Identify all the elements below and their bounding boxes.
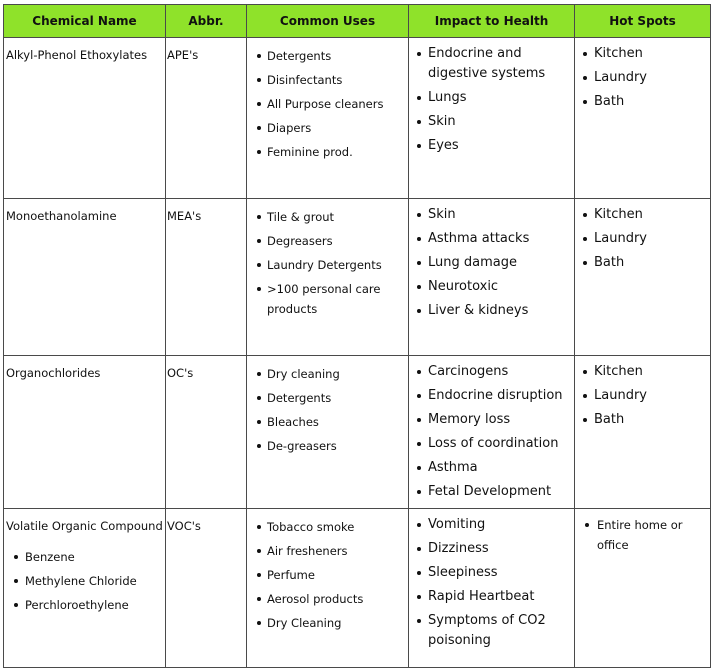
- bullet-icon: [257, 78, 261, 82]
- list-item: Detergents: [267, 388, 404, 408]
- header-abbr: Abbr.: [166, 5, 247, 38]
- list-item: Laundry: [594, 386, 706, 406]
- bullet-icon: [585, 523, 589, 527]
- bullet-icon: [257, 150, 261, 154]
- health-cell: [409, 356, 575, 509]
- bullet-icon: [14, 603, 18, 607]
- list-item: Skin: [428, 205, 570, 225]
- bullet-icon: [417, 466, 421, 470]
- list-item: Kitchen: [594, 44, 706, 64]
- health-cell: [409, 199, 575, 356]
- health-cell: [409, 38, 575, 199]
- table-row: [4, 356, 711, 509]
- bullet-icon: [417, 309, 421, 313]
- list-item: Kitchen: [594, 362, 706, 382]
- bullet-icon: [417, 418, 421, 422]
- header-hot-spots: Hot Spots: [575, 5, 711, 38]
- abbr: VOC's: [167, 519, 201, 533]
- bullet-icon: [417, 571, 421, 575]
- abbr: APE's: [167, 48, 199, 62]
- list-item: Perfume: [267, 565, 404, 585]
- list-item: Endocrine and digestive systems: [428, 44, 570, 84]
- list-item: Asthma attacks: [428, 229, 570, 249]
- list-item: Dry cleaning: [267, 364, 404, 384]
- uses-cell: [247, 356, 409, 509]
- bullet-icon: [257, 525, 261, 529]
- list-item: Liver & kidneys: [428, 301, 570, 321]
- compound-sublist: [4, 533, 165, 615]
- bullet-icon: [257, 263, 261, 267]
- bullet-icon: [257, 549, 261, 553]
- list-item: Perchloroethylene: [25, 595, 161, 615]
- list-item: Vomiting: [428, 515, 570, 535]
- list-item: Disinfectants: [267, 70, 404, 90]
- table-row: [4, 38, 711, 199]
- table-row: [4, 509, 711, 668]
- bullet-icon: [257, 573, 261, 577]
- abbr-cell: [166, 509, 247, 668]
- hot-spots-list: [575, 509, 710, 555]
- uses-list: [247, 356, 408, 456]
- uses-cell: [247, 38, 409, 199]
- list-item: Aerosol products: [267, 589, 404, 609]
- list-item: Feminine prod.: [267, 142, 404, 162]
- list-item: Fetal Development: [428, 482, 570, 502]
- list-item: Bath: [594, 253, 706, 273]
- bullet-icon: [583, 237, 587, 241]
- chemical-name-cell: [4, 509, 166, 668]
- list-item: Dry Cleaning: [267, 613, 404, 633]
- list-item: Entire home or office: [597, 515, 706, 555]
- list-item: Tile & grout: [267, 207, 404, 227]
- bullet-icon: [417, 52, 421, 56]
- hot-spots-cell: [575, 38, 711, 199]
- list-item: Neurotoxic: [428, 277, 570, 297]
- chemical-name-cell: [4, 38, 166, 199]
- bullet-icon: [257, 54, 261, 58]
- bullet-icon: [257, 215, 261, 219]
- list-item: Skin: [428, 112, 570, 132]
- list-item: Methylene Chloride: [25, 571, 161, 591]
- list-item: Eyes: [428, 136, 570, 156]
- list-item: Lungs: [428, 88, 570, 108]
- uses-cell: [247, 199, 409, 356]
- list-item: Rapid Heartbeat: [428, 587, 570, 607]
- hot-spots-cell: [575, 356, 711, 509]
- header-impact-to-health: Impact to Health: [409, 5, 575, 38]
- hot-spots-cell: [575, 199, 711, 356]
- health-list: [409, 38, 574, 156]
- bullet-icon: [583, 100, 587, 104]
- chemical-name: Monoethanolamine: [6, 209, 117, 223]
- chemical-table: [3, 4, 711, 668]
- list-item: Carcinogens: [428, 362, 570, 382]
- hot-spots-list: [575, 356, 710, 430]
- bullet-icon: [583, 213, 587, 217]
- hot-spots-list: [575, 38, 710, 112]
- list-item: Memory loss: [428, 410, 570, 430]
- list-item: Air fresheners: [267, 541, 404, 561]
- abbr-cell: [166, 199, 247, 356]
- list-item: Benzene: [25, 547, 161, 567]
- list-item: Asthma: [428, 458, 570, 478]
- list-item: Symptoms of CO2 poisoning: [428, 611, 570, 651]
- uses-list: [247, 509, 408, 633]
- list-item: Kitchen: [594, 205, 706, 225]
- uses-list: [247, 199, 408, 319]
- list-item: All Purpose cleaners: [267, 94, 404, 114]
- hot-spots-cell: [575, 509, 711, 668]
- bullet-icon: [257, 420, 261, 424]
- bullet-icon: [257, 444, 261, 448]
- health-list: [409, 356, 574, 502]
- bullet-icon: [417, 442, 421, 446]
- chemical-name: Alkyl-Phenol Ethoxylates: [6, 48, 148, 62]
- header-row: [4, 5, 711, 38]
- uses-list: [247, 38, 408, 162]
- list-item: De-greasers: [267, 436, 404, 456]
- bullet-icon: [417, 547, 421, 551]
- bullet-icon: [583, 394, 587, 398]
- bullet-icon: [14, 555, 18, 559]
- bullet-icon: [583, 370, 587, 374]
- header-common-uses: Common Uses: [247, 5, 409, 38]
- chemical-name: Organochlorides: [6, 366, 101, 380]
- chemical-name: Volatile Organic Compound: [6, 519, 163, 533]
- header-chemical-name: Chemical Name: [4, 5, 166, 38]
- list-item: Laundry Detergents: [267, 255, 404, 275]
- list-item: Dizziness: [428, 539, 570, 559]
- bullet-icon: [583, 76, 587, 80]
- bullet-icon: [417, 490, 421, 494]
- list-item: Lung damage: [428, 253, 570, 273]
- abbr-cell: [166, 356, 247, 509]
- abbr: MEA's: [167, 209, 202, 223]
- bullet-icon: [257, 396, 261, 400]
- bullet-icon: [583, 418, 587, 422]
- abbr-cell: [166, 38, 247, 199]
- bullet-icon: [417, 619, 421, 623]
- list-item: Loss of coordination: [428, 434, 570, 454]
- bullet-icon: [257, 287, 261, 291]
- list-item: Detergents: [267, 46, 404, 66]
- bullet-icon: [417, 523, 421, 527]
- bullet-icon: [417, 261, 421, 265]
- bullet-icon: [583, 261, 587, 265]
- bullet-icon: [417, 285, 421, 289]
- list-item: Laundry: [594, 68, 706, 88]
- list-item: Sleepiness: [428, 563, 570, 583]
- abbr: OC's: [167, 366, 194, 380]
- health-list: [409, 199, 574, 321]
- hot-spots-list: [575, 199, 710, 273]
- list-item: Laundry: [594, 229, 706, 249]
- bullet-icon: [417, 213, 421, 217]
- health-cell: [409, 509, 575, 668]
- chemical-name-cell: [4, 356, 166, 509]
- bullet-icon: [417, 144, 421, 148]
- bullet-icon: [257, 102, 261, 106]
- chemical-name-cell: [4, 199, 166, 356]
- list-item: Bath: [594, 92, 706, 112]
- bullet-icon: [417, 370, 421, 374]
- uses-cell: [247, 509, 409, 668]
- list-item: Bleaches: [267, 412, 404, 432]
- list-item: Endocrine disruption: [428, 386, 570, 406]
- list-item: Bath: [594, 410, 706, 430]
- list-item: Diapers: [267, 118, 404, 138]
- bullet-icon: [257, 239, 261, 243]
- bullet-icon: [417, 237, 421, 241]
- bullet-icon: [257, 372, 261, 376]
- bullet-icon: [417, 120, 421, 124]
- bullet-icon: [417, 96, 421, 100]
- table-row: [4, 199, 711, 356]
- health-list: [409, 509, 574, 651]
- bullet-icon: [417, 394, 421, 398]
- bullet-icon: [257, 126, 261, 130]
- bullet-icon: [583, 52, 587, 56]
- bullet-icon: [14, 579, 18, 583]
- bullet-icon: [257, 621, 261, 625]
- bullet-icon: [417, 595, 421, 599]
- bullet-icon: [257, 597, 261, 601]
- list-item: Tobacco smoke: [267, 517, 404, 537]
- list-item: Degreasers: [267, 231, 404, 251]
- list-item: >100 personal care products: [267, 279, 404, 319]
